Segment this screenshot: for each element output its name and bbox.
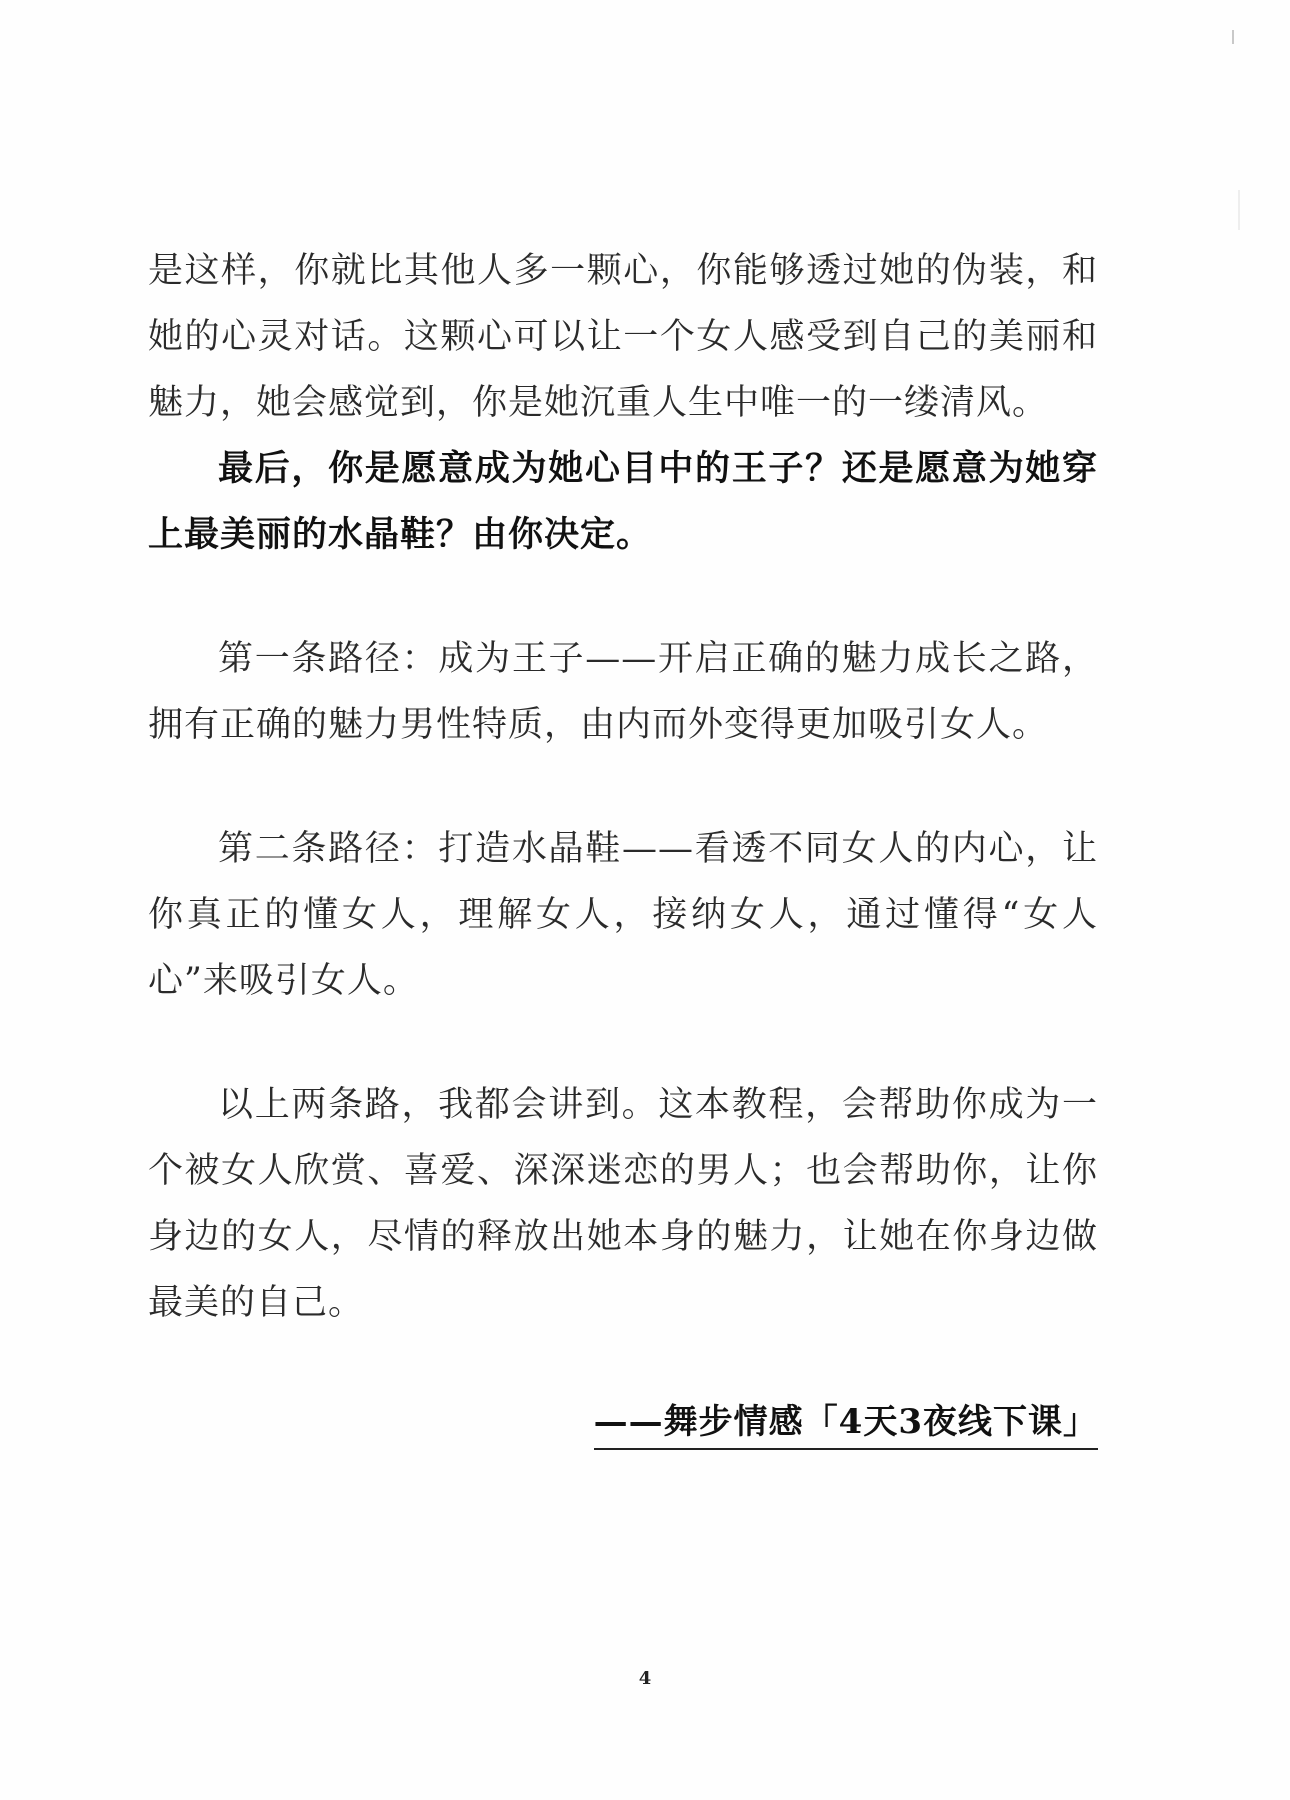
- paragraph-spacer: [148, 568, 1098, 626]
- page-number: 4: [638, 1668, 652, 1689]
- paragraph-choice-question: 最后，你是愿意成为她心目中的王子？还是愿意为她穿上最美丽的水晶鞋？由你决定。: [148, 448, 1098, 555]
- signature-line: ——舞步情感「4天3夜线下课」: [594, 1398, 1098, 1450]
- paragraph-path-one: 第一条路径：成为王子——开启正确的魅力成长之路，拥有正确的魅力男性特质，由内而外变得更加吸引女人。: [148, 639, 1098, 745]
- paragraph-path-two: 第二条路径：打造水晶鞋——看透不同女人的内心，让你真正的懂女人，理解女人，接纳女人，通过懂得“女人心”来吸引女人。: [148, 829, 1098, 1001]
- paragraph-continuation: 是这样，你就比其他人多一颗心，你能够透过她的伪装，和她的心灵对话。这颗心可以让一个女人感受到自己的美丽和魅力，她会感觉到，你是她沉重人生中唯一的一缕清风。: [148, 251, 1098, 423]
- scan-artifact-mark: [1232, 30, 1234, 44]
- paragraph-spacer: [148, 1014, 1098, 1072]
- document-body: [148, 238, 1098, 1450]
- paragraph-spacer: [148, 758, 1098, 816]
- signature-container: [148, 1398, 1098, 1450]
- scan-artifact-mark: [1238, 190, 1240, 230]
- paragraph-summary: 以上两条路，我都会讲到。这本教程，会帮助你成为一个被女人欣赏、喜爱、深深迷恋的男人；也会帮助你，让你身边的女人，尽情的释放出她本身的魅力，让她在你身边做最美的自己。: [148, 1085, 1098, 1323]
